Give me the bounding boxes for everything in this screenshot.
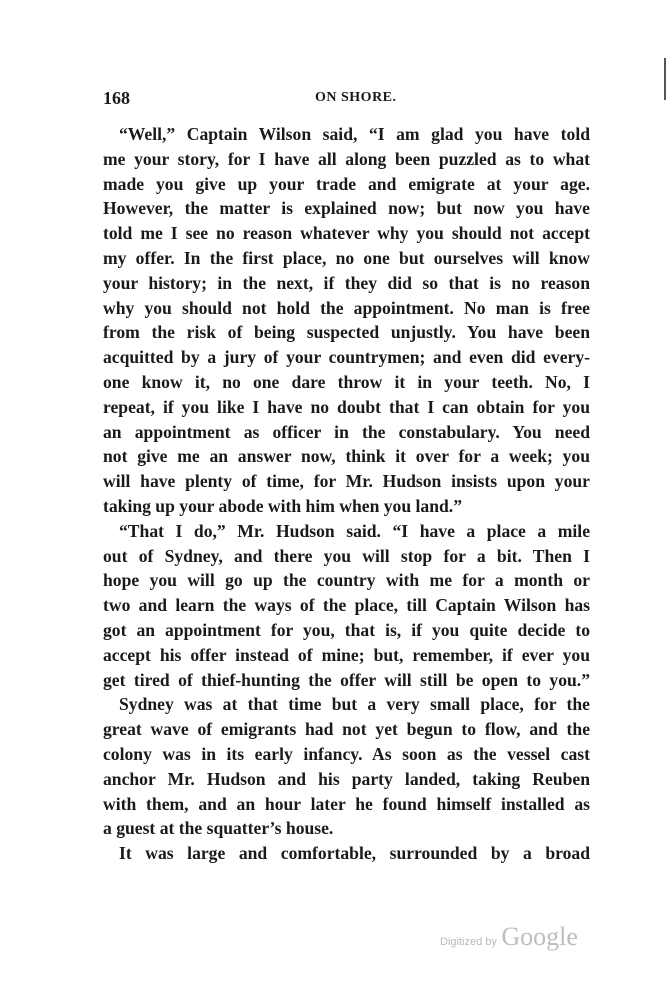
text-line: will have plenty of time, for Mr. Hudson insists upon your (103, 471, 590, 492)
page-number: 168 (103, 88, 130, 108)
digitized-watermark (440, 922, 578, 952)
text-line: from the risk of being suspected unjustly. You have been (103, 322, 590, 343)
text-line: “Well,” Captain Wilson said, “I am glad you have told (119, 124, 590, 144)
text-line: great wave of emigrants had not yet begun to flow, and the (103, 719, 590, 740)
text-line: acquitted by a jury of your countrymen; and even did every- (103, 347, 590, 368)
text-line: However, the matter is explained now; but now you have (103, 198, 590, 219)
text-line: told me I see no reason whatever why you should not accept (103, 223, 590, 244)
text-line: me your story, for I have all along been puzzled as to what (103, 148, 590, 169)
page-edge-mark (664, 58, 666, 100)
watermark-prefix: Digitized by (440, 936, 497, 948)
text-line: Sydney was at that time but a very small place, for the (119, 694, 590, 715)
text-line: my offer. In the first place, no one but ourselves will know (103, 247, 590, 268)
text-line: “That I do,” Mr. Hudson said. “I have a place a mile (119, 520, 590, 541)
text-line: an appointment as officer in the constabulary. You need (103, 421, 590, 442)
running-header (103, 88, 590, 112)
text-line: colony was in its early infancy. As soon as the vessel cast (103, 743, 590, 764)
text-line: why you should not hold the appointment. No man is free (103, 297, 590, 318)
body-text (103, 122, 590, 866)
text-line: out of Sydney, and there you will stop for a bit. Then I (103, 545, 590, 566)
text-line: with them, and an hour later he found himself installed as (103, 793, 590, 814)
text-line: two and learn the ways of the place, till Captain Wilson has (103, 595, 590, 616)
text-line: your history; in the next, if they did so that is no reason (103, 272, 590, 293)
text-line: get tired of thief-hunting the offer will still be open to you.” (103, 669, 590, 690)
text-line: one know it, no one dare throw it in your teeth. No, I (103, 371, 590, 392)
text-line: not give me an answer now, think it over for a week; you (103, 446, 590, 467)
text-line: made you give up your trade and emigrate at your age. (103, 173, 590, 194)
google-logo: Google (501, 922, 578, 951)
text-line: hope you will go up the country with me for a month or (103, 570, 590, 591)
text-line: anchor Mr. Hudson and his party landed, taking Reuben (103, 768, 590, 789)
text-line: repeat, if you like I have no doubt that I can obtain for you (103, 396, 590, 417)
text-line: accept his offer instead of mine; but, remember, if ever you (103, 644, 590, 665)
running-title: ON SHORE. (315, 90, 397, 105)
text-line: It was large and comfortable, surrounded by a broad (119, 843, 590, 864)
text-line: taking up your abode with him when you land.” (103, 495, 462, 516)
text-line: got an appointment for you, that is, if you quite decide to (103, 619, 590, 640)
text-line: a guest at the squatter’s house. (103, 818, 334, 839)
